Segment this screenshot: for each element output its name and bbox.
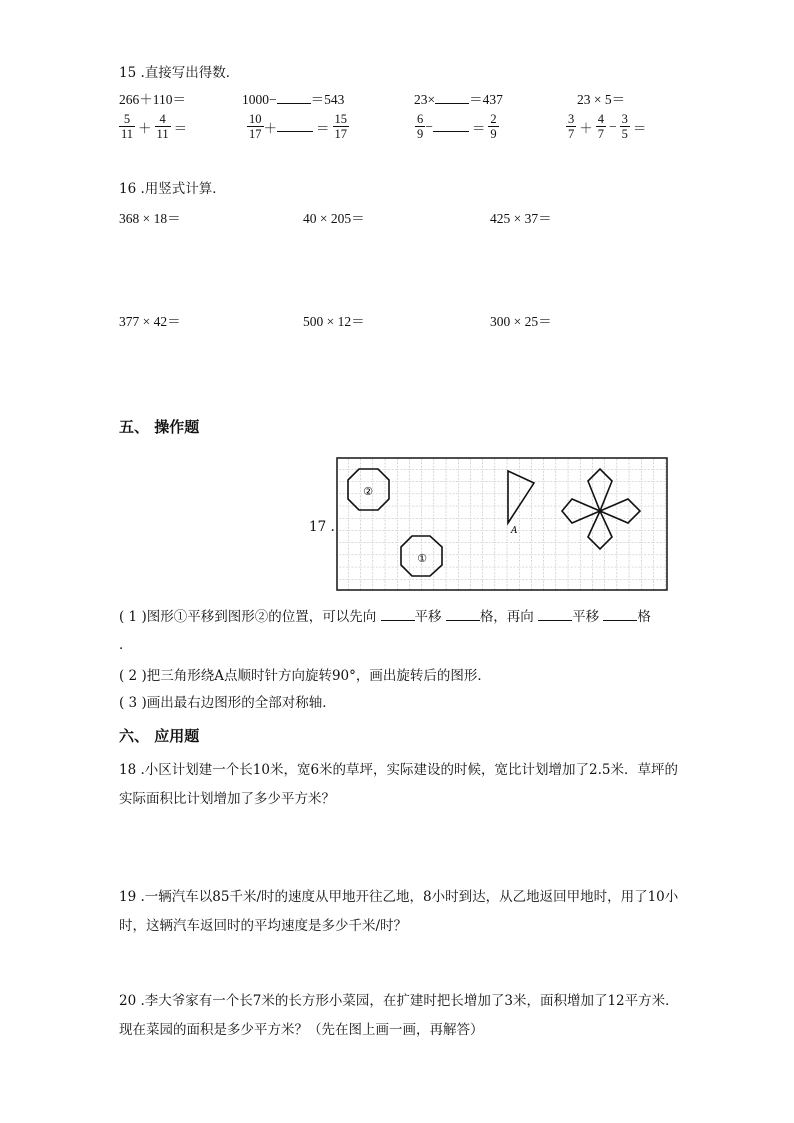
answer-blank[interactable]	[381, 610, 415, 621]
q15-item-3: 23× ＝437	[414, 92, 503, 107]
q15-title: 15 .直接写出得数．	[119, 65, 240, 81]
q15-item-2: 1000− ＝543	[242, 92, 345, 107]
q20-text: 20 .李大爷家有一个长7米的长方形小菜园，在扩建时把长增加了3米，面积增加了12平方米．现在菜园的面积是多少平方米？（先在图上画一画，再解答）	[119, 993, 679, 1038]
q18-text: 18 .小区计划建一个长10米，宽6米的草坪，实际建设的时候，宽比计划增加了2.5米．草坪的实际面积比计划增加了多少平方米？	[119, 762, 678, 807]
q15-item-4: 23 × 5＝	[577, 92, 626, 107]
q16-item-5: 500 × 12＝	[303, 314, 365, 329]
q16-item-2: 40 × 205＝	[303, 211, 365, 226]
shape2-label: ②	[363, 485, 373, 498]
q17-number: 17 .	[309, 519, 335, 535]
shape1-label: ①	[417, 552, 427, 565]
q19-text: 19 .一辆汽车以85千米/时的速度从甲地开往乙地，8小时到达，从乙地返回甲地时，用了10小时，这辆汽车返回时的平均速度是多少千米/时？	[119, 889, 679, 934]
answer-blank[interactable]	[446, 610, 480, 621]
answer-blank[interactable]	[433, 121, 469, 132]
answer-blank[interactable]	[435, 93, 469, 104]
answer-blank[interactable]	[277, 93, 311, 104]
q16-item-1: 368 × 18＝	[119, 211, 181, 226]
q17-sub1: ( 1 )图形①平移到图形②的位置，可以先向 平移 格，再向 平移 格 ．	[119, 609, 651, 653]
q15-fraction-1: $\frac{5}{11}$ ＋ $\frac{4}{11}$ ＝	[121, 112, 188, 141]
section-heading-5: 五、 操作题	[119, 418, 200, 436]
q16-item-6: 300 × 25＝	[490, 314, 552, 329]
q15-fraction-3: $\frac{6}{9}$ − ＝ $\frac{2}{9}$	[417, 112, 497, 141]
q16-item-3: 425 × 37＝	[490, 211, 552, 226]
answer-blank[interactable]	[538, 610, 572, 621]
q15-fraction-2: $\frac{10}{17}$ ＋ ＝ $\frac{15}{17}$	[249, 112, 347, 141]
answer-blank[interactable]	[603, 610, 637, 621]
q17-sub3: ( 3 )画出最右边图形的全部对称轴．	[119, 695, 336, 711]
grid-figure	[336, 457, 668, 591]
q15-item-1: 266＋110＝	[119, 92, 186, 107]
q17-sub2: ( 2 )把三角形绕A点顺时针方向旋转90°，画出旋转后的图形．	[119, 668, 491, 684]
q16-item-4: 377 × 42＝	[119, 314, 181, 329]
point-a-label: A	[511, 526, 518, 536]
q16-title: 16 .用竖式计算．	[119, 181, 226, 197]
answer-blank[interactable]	[277, 121, 313, 132]
section-heading-6: 六、 应用题	[119, 727, 200, 745]
q15-fraction-4: $\frac{3}{7}$ ＋ $\frac{4}{7}$ − $\frac{3}{5}$ ＝	[568, 112, 647, 141]
